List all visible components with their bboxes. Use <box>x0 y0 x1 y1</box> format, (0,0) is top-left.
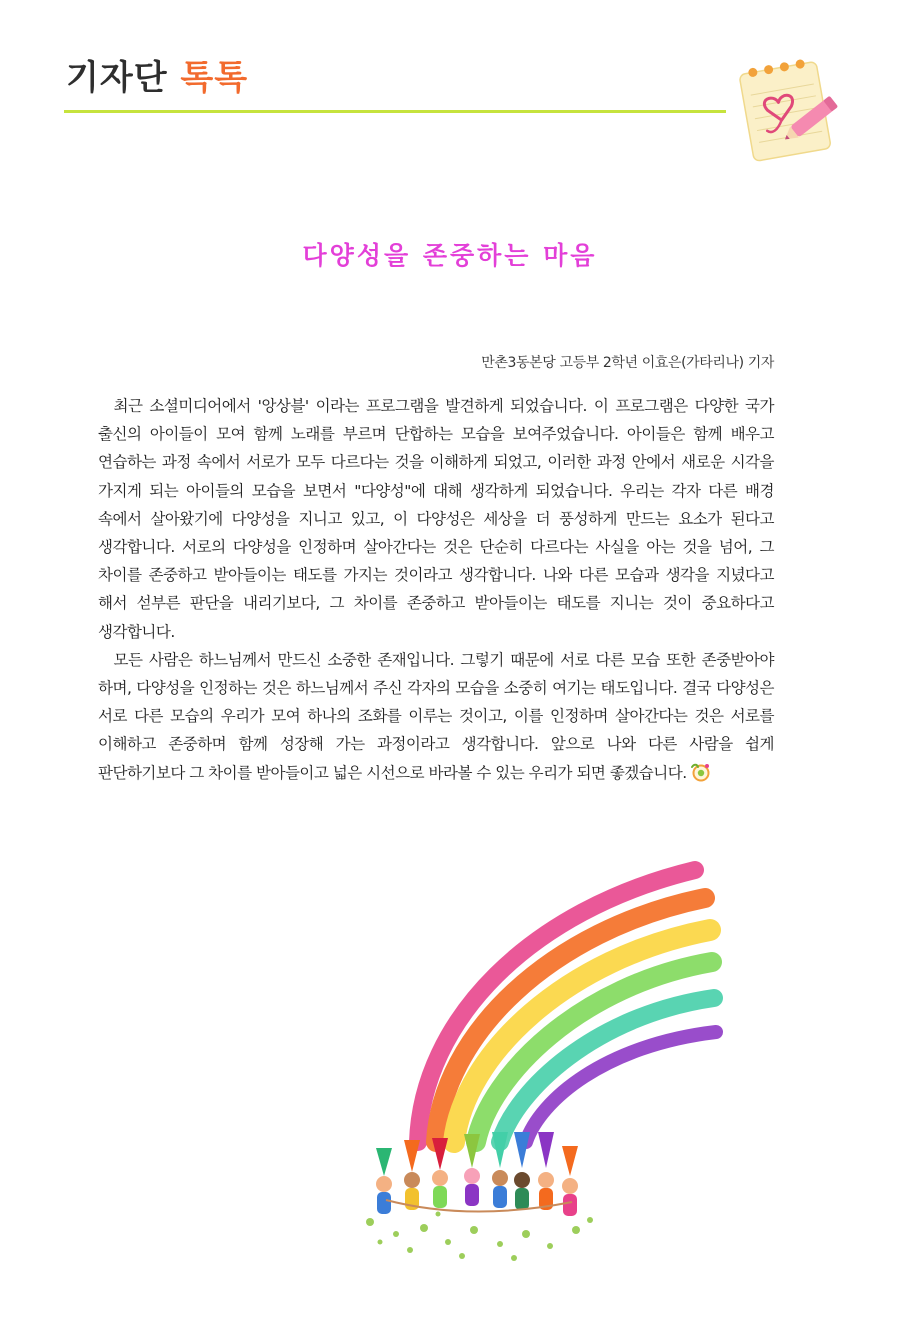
end-mark-icon <box>689 762 711 782</box>
section-title-accent: 톡톡 <box>180 58 249 98</box>
section-title-main: 기자단 <box>66 58 168 98</box>
article-title: 다양성을 존중하는 마음 <box>302 241 598 270</box>
article-paragraph-text: 모든 사람은 하느님께서 만드신 소중한 존재입니다. 그렇기 때문에 서로 다른 모습 또한 존중받아야 하며, 다양성을 인정하는 것은 하느님께서 주신 각자의 모습을 소중히 여기는 태도입니다. 결국 다양성은 서로 다른 모습의 우리가 모여 하나의 조화를 이루는 것이고, 이를 인정하며 살아간다는 것은 서로를 이해하고 존중하며 함께 성장해 가는 과정이라고 생각합니다. 앞으로 나와 다른 사람을 쉽게 판단하기보다 그 차이를 받아들이고 넓은 시선으로 바라볼 수 있는 우리가 되면 좋겠습니다. <box>98 650 774 782</box>
grass-dots <box>366 1212 593 1262</box>
article-paragraph: 최근 소셜미디어에서 '앙상블' 이라는 프로그램을 발견하게 되었습니다. 이 프로그램은 다양한 국가 출신의 아이들이 모여 함께 노래를 부르며 단합하는 모습을 보여주었습니다. 아이들은 함께 배우고 연습하는 과정 속에서 서로가 모두 다르다는 것을 이해하게 되었고, 이러한 과정 안에서 새로운 시각을 가지게 되는 아이들의 모습을 보면서 "다양성"에 대해 생각하게 되었습니다. 우리는 각자 다른 배경 속에서 살아왔기에 다양성을 지니고 있고, 이 다양성은 세상을 더 풍성하게 만드는 요소가 된다고 생각합니다. 서로의 다양성을 인정하며 살아간다는 것은 단순히 다르다는 사실을 아는 것을 넘어, 그 차이를 존중하고 받아들이는 태도를 가지는 것이라고 생각합니다. 나와 다른 모습과 생각을 지녔다고 해서 섣부른 판단을 내리기보다, 그 차이를 존중하고 받아들이는 태도를 지니는 것이 중요하다고 생각합니다. <box>98 397 774 641</box>
article-body <box>98 392 774 787</box>
notepad-heart-pencil-icon <box>734 48 852 166</box>
rainbow-children-illustration <box>350 850 770 1270</box>
article-paragraph <box>98 646 774 787</box>
article-byline: 만촌3동본당 고등부 2학년 이효은(가타리나) 기자 <box>481 355 774 371</box>
section-title <box>66 50 248 99</box>
section-header <box>66 50 248 99</box>
header-divider <box>64 110 726 113</box>
rainbow-band-purple <box>526 1032 716 1142</box>
children-group <box>376 1132 578 1216</box>
